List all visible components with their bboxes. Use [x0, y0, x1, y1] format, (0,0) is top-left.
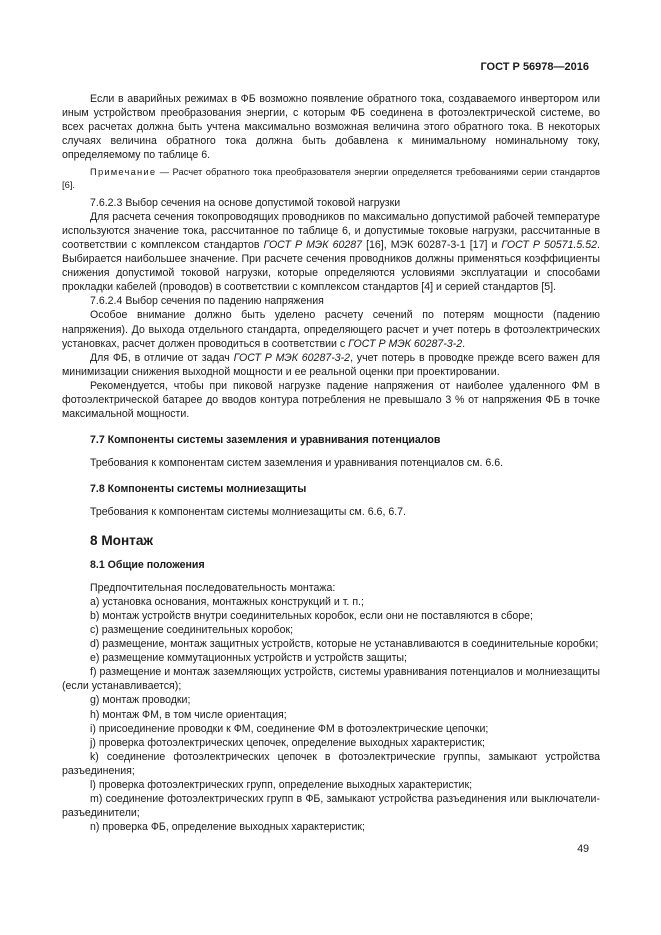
- list-item: i) присоединение проводки к ФМ, соединение ФМ в фотоэлектрические цепочки;: [90, 722, 489, 735]
- standard-header: ГОСТ Р 56978—2016: [480, 61, 589, 73]
- paragraph-7624-1: [62, 308, 600, 350]
- list-item: n) проверка ФБ, определение выходных характеристик;: [90, 821, 365, 834]
- heading-7624: 7.6.2.4 Выбор сечения по падению напряжения: [90, 295, 324, 308]
- text-run: . Выбирается наибольшее значение. При расчете сечения проводников должны применяться коэффициенты снижения допустимой токовой нагрузки, которые определяются условиями эксплуатации и способами прокладки кабелей (проводов) в соответствии с комплексом стандартов [4] и серией стандартов [5].: [62, 238, 600, 294]
- heading-8: 8 Монтаж: [90, 532, 154, 548]
- paragraph-78: Требования к компонентам системы молниезащиты см. 6.6, 6.7.: [90, 506, 406, 519]
- standard-ref: ГОСТ Р МЭК 60287-3-2: [348, 337, 463, 350]
- paragraph-7624-3: Рекомендуется, чтобы при пиковой нагрузке падение напряжения от наиболее удаленного ФМ в фотоэлектрической батарее до вводов контура потребления не превышало 3 % от напряжения ФБ в точке максимальной мощности.: [62, 379, 600, 421]
- text-run: Особое внимание должно быть уделено расчету сечений по потерям мощности (падению напряжения). До выхода отдельного стандарта, определяющего расчет и учет потерь в фотоэлектрических установках, расчет должен проводиться в соответствии с: [62, 309, 600, 350]
- standard-ref: ГОСТ Р МЭК 60287-3-2: [233, 351, 351, 364]
- list-item: m) соединение фотоэлектрических групп в ФБ, замыкают устройства разъединения или выключатели-разъединители;: [62, 793, 600, 820]
- list-item: e) размещение коммутационных устройств и устройств защиты;: [90, 652, 407, 665]
- paragraph-7623: [62, 210, 600, 295]
- mounting-sequence-list: [62, 595, 600, 835]
- text-run: Для ФБ, в отличие от задач: [90, 351, 234, 364]
- paragraph-81-intro: Предпочтительная последовательность монтажа:: [90, 581, 336, 594]
- paragraph-77: Требования к компонентам систем заземления и уравнивания потенциалов см. 6.6.: [90, 457, 504, 470]
- list-item: d) размещение, монтаж защитных устройств, которые не устанавливаются в соединительные коробки;: [90, 638, 599, 651]
- heading-81: 8.1 Общие положения: [90, 558, 205, 571]
- list-item: k) соединение фотоэлектрических цепочек в фотоэлектрические группы, замыкают устройства разъединения;: [62, 750, 600, 777]
- note-text: — Расчет обратного тока преобразователя энергии определяется требованиями серии стандартов [6].: [62, 166, 600, 191]
- heading-78: 7.8 Компоненты системы молниезащиты: [90, 483, 307, 496]
- paragraph-7624-2: [62, 351, 600, 379]
- list-item: c) размещение соединительных коробок;: [90, 624, 294, 636]
- list-item: b) монтаж устройств внутри соединительных коробок, если они не поставляются в сборе;: [90, 609, 533, 622]
- heading-7623: 7.6.2.3 Выбор сечения на основе допустимой токовой нагрузки: [90, 196, 401, 209]
- list-item: h) монтаж ФМ, в том числе ориентация;: [90, 708, 287, 721]
- paragraph-reverse-current: Если в аварийных режимах в ФБ возможно появление обратного тока, создаваемого инвертором или иным устройством преобразования энергии, с которым ФБ соединена в фотоэлектрической системе, во всех расчетах должна быть учтена максимально возможная величина этого обратного тока. В некоторых случаях величина обратного тока должна быть добавлена к минимальному номинальному току, определяемому по таблице 6.: [62, 93, 600, 162]
- list-item: j) проверка фотоэлектрических цепочек, определение выходных характеристик;: [90, 736, 485, 749]
- text-run: .: [462, 337, 466, 350]
- list-item: f) размещение и монтаж заземляющих устройств, системы уравнивания потенциалов и молниезащиты (если устанавливается);: [62, 666, 600, 693]
- document-body: [62, 92, 600, 834]
- text-run: Для расчета сечения токопроводящих проводников по максимально допустимой рабочей температуре используются значение тока, рассчитанное по таблице 6, и допустимые токовые нагрузки, рассчитанные в соответствии с комплексом стандартов: [62, 210, 600, 251]
- note: [62, 166, 600, 191]
- text-run: [16], МЭК 60287-3-1 [17] и: [362, 238, 502, 251]
- heading-77: 7.7 Компоненты системы заземления и уравнивания потенциалов: [90, 434, 441, 447]
- list-item: a) установка основания, монтажных конструкций и т. п.;: [90, 595, 364, 608]
- standard-ref: ГОСТ Р МЭК 60287: [263, 238, 363, 251]
- standard-ref: ГОСТ Р 50571.5.52: [501, 238, 598, 251]
- page-number: 49: [577, 843, 589, 855]
- list-item: l) проверка фотоэлектрических групп, определение выходных характеристик;: [90, 779, 473, 792]
- note-label: Примечание: [90, 166, 157, 178]
- text-run: , учет потерь в проводке прежде всего важен для минимизации снижения выходной мощности и ее реальной оценки при проектировании.: [62, 351, 601, 378]
- list-item: g) монтаж проводки;: [90, 694, 191, 707]
